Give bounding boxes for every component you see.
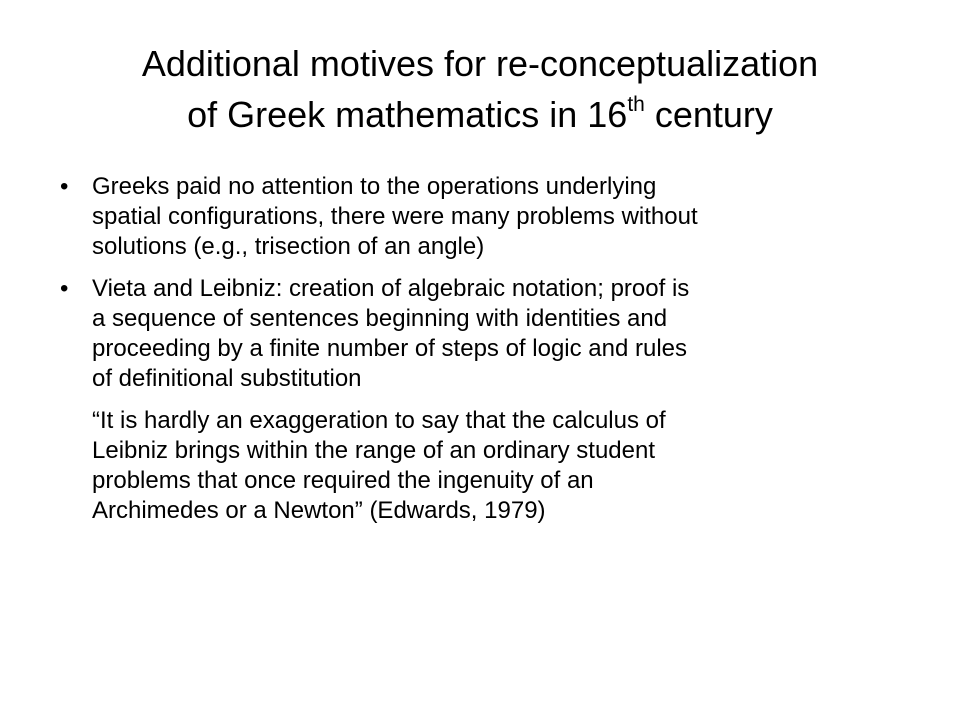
quote-line: Leibniz brings within the range of an ordinary student (92, 437, 656, 464)
title-superscript: th (627, 93, 645, 116)
edwards-quote (60, 406, 920, 526)
bullet-item-vieta-leibniz (60, 274, 920, 394)
slide-body (60, 172, 920, 526)
title-line-1: Additional motives for re-conceptualization (141, 43, 819, 84)
bullet-line: proceeding by a finite number of steps of logic and rules (92, 335, 688, 362)
bullet-item-greeks (60, 172, 920, 262)
quote-line: “It is hardly an exaggeration to say that the calculus of (92, 407, 666, 434)
title-line-2-suffix: century (644, 94, 773, 135)
quote-line: problems that once required the ingenuity of an (92, 467, 594, 494)
bullet-line: Greeks paid no attention to the operations underlying (92, 173, 657, 200)
bullet-line: spatial configurations, there were many problems without (92, 203, 698, 230)
bullet-dot-icon: • (60, 173, 69, 200)
bullet-line: of definitional substitution (92, 365, 362, 392)
bullet-line: a sequence of sentences beginning with identities and (92, 305, 668, 332)
bullet-dot-icon: • (60, 275, 69, 302)
bullet-line: solutions (e.g., trisection of an angle) (92, 233, 485, 260)
slide-title (40, 38, 920, 140)
title-line-2-prefix: of Greek mathematics in 16 (187, 94, 628, 135)
quote-line: Archimedes or a Newton” (Edwards, 1979) (92, 497, 546, 524)
bullet-line: Vieta and Leibniz: creation of algebraic notation; proof is (92, 275, 690, 302)
